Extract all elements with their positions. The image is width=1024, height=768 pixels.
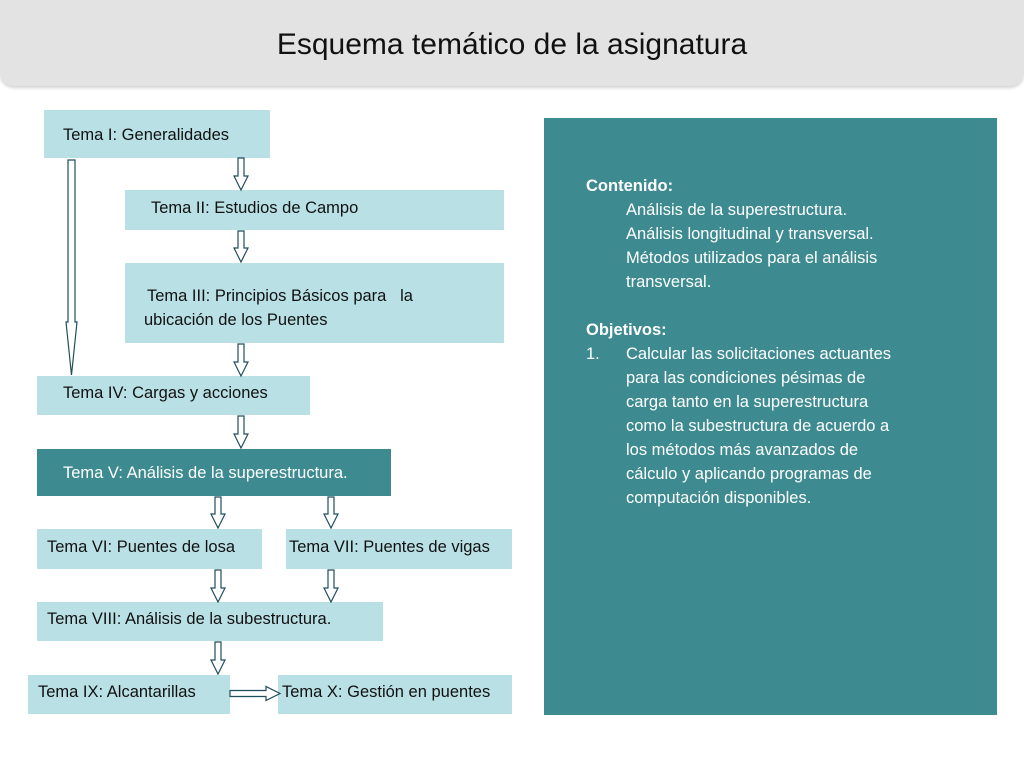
box-tema-1-label: Tema I: Generalidades [63, 126, 230, 144]
box-tema-7-label: Tema VII: Puentes de vigas [289, 538, 490, 556]
objetivo-line: Calcular las solicitaciones actuantes [626, 345, 892, 363]
objetivo-line: cálculo y aplicando programas de [626, 465, 872, 483]
contenido-line: transversal. [626, 273, 712, 291]
box-tema-1 [44, 110, 270, 158]
box-tema-7 [286, 529, 512, 569]
contenido-line: Análisis de la superestructura. [626, 201, 848, 219]
contenido-heading: Contenido: [586, 177, 674, 195]
arrow-t7-t8 [324, 570, 338, 602]
objetivo-line: para las condiciones pésimas de [626, 369, 866, 387]
objetivo-line: como la subestructura de acuerdo a [626, 417, 890, 435]
objetivos-heading: Objetivos: [586, 321, 667, 339]
objetivo-number: 1. [586, 345, 600, 363]
box-tema-3-label-line1: Tema III: Principios Básicos para la [147, 287, 413, 305]
box-tema-6-label: Tema VI: Puentes de losa [47, 538, 236, 556]
arrow-t5-t6 [211, 497, 225, 528]
box-tema-5 [37, 449, 391, 496]
objetivo-line: computación disponibles. [626, 489, 812, 507]
box-tema-4 [37, 376, 310, 415]
box-tema-2-label: Tema II: Estudios de Campo [151, 199, 359, 217]
box-tema-8-label: Tema VIII: Análisis de la subestructura. [47, 610, 332, 628]
arrow-t5-t7 [324, 497, 338, 528]
arrow-t2-t3 [234, 231, 248, 262]
arrow-t4-t5 [234, 416, 248, 448]
box-tema-10-label: Tema X: Gestión en puentes [282, 683, 491, 701]
arrow-t9-t10 [230, 687, 280, 701]
arrow-t6-t8 [211, 570, 225, 602]
title-bar [0, 0, 1024, 86]
box-tema-8 [37, 602, 383, 641]
arrow-t8-t9 [211, 642, 225, 674]
objetivo-line: los métodos más avanzados de [626, 441, 859, 459]
arrow-t1-t4 [66, 160, 77, 375]
box-tema-2 [125, 190, 504, 230]
box-tema-9 [28, 675, 230, 714]
box-tema-3 [125, 263, 504, 343]
arrow-t3-t4 [234, 344, 248, 376]
box-tema-5-label: Tema V: Análisis de la superestructura. [63, 464, 348, 482]
contenido-line: Métodos utilizados para el análisis [626, 249, 878, 267]
box-tema-9-label: Tema IX: Alcantarillas [38, 683, 196, 701]
box-tema-6 [37, 529, 262, 569]
box-tema-4-label: Tema IV: Cargas y acciones [63, 384, 268, 402]
box-tema-3-label-line2: ubicación de los Puentes [144, 311, 328, 329]
arrow-t1-t2 [234, 158, 248, 190]
box-tema-10 [278, 675, 512, 714]
contenido-line: Análisis longitudinal y transversal. [626, 225, 874, 243]
info-panel [544, 118, 997, 715]
page-title: Esquema temático de la asignatura [276, 28, 748, 61]
objetivo-line: carga tanto en la superestructura [626, 393, 869, 411]
